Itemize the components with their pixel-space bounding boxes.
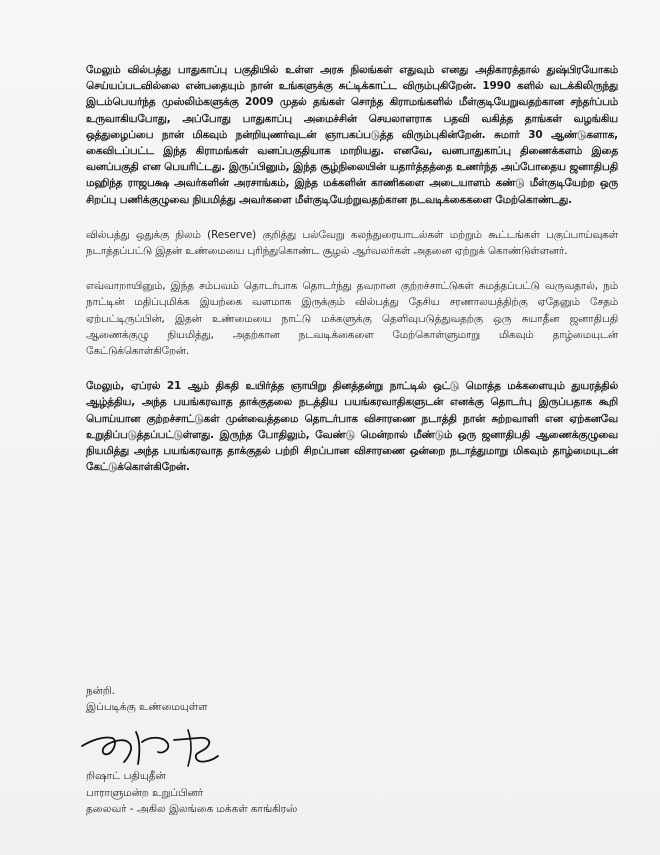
paragraph-easter-attack: மேலும், ஏப்ரல் 21 ஆம் திகதி உயிர்த்த ஞாயிறு தினத்தன்று நாட்டில் ஒட்டு மொத்த மக்களையும் துயரத்தில் ஆழ்த்திய, அந்த பயங்கரவாத தாக்குதலை நடத்திய பயங்கரவாதிகளுடன் எனக்கு தொடர்பு இருப்பதாக கூறி பொய்யான குற்றச்சாட்டுகள் முன்வைத்தமை தொடர்பாக விசாரணை நடாத்தி நான் சுற்றவாளி என ஏற்கனவே உறுதிப்படுத்தப்பட்டுள்ளது. இருந்த போதிலும், வேண்டு மென்றால் மீண்டும் ஒரு ஜனாதிபதி ஆணைக்குழுவை நியமித்து அந்த பயங்கரவாத தாக்குதல் பற்றி சிறப்பான விசாரணை ஒன்றை நடாத்துமாறு மிகவும் தாழ்மையுடன் கேட்டுக்கொள்கிறேன்.: [86, 380, 618, 474]
paragraph-reserve-discussions: வில்பத்து ஒதுக்கு நிலம் (Reserve) குறித்து பல்வேறு கலந்துரையாடல்கள் மற்றும் கூட்டங்கள் பகுப்பாய்வுகள் நடாத்தப்பட்டு இதன் உண்மையை புரிந்துகொண்ட சூழல் ஆர்வலர்கள் அதனை ஏற்றுக் கொண்டுள்ளனர்.: [86, 228, 618, 258]
signer-block: [86, 768, 297, 818]
letter-body: [86, 62, 618, 494]
handwritten-signature: [78, 722, 238, 768]
paragraph-commission-request: எவ்வாறாயினும், இந்த சம்பவம் தொடர்பாக தொடர்ந்து தவறான குற்றச்சாட்டுகள் சுமத்தப்பட்டு வருவதால், நம் நாட்டின் மதிப்புமிக்க இயற்கை வளமாக இருக்கும் வில்பத்து தேசிய சரணாலயத்திற்கு ஏதேனும் சேதம் ஏற்பட்டிருப்பின், இதன் உண்மையை நாட்டு மக்களுக்கு தெளிவுபடுத்துவதற்கு ஒரு சுயாதீன ஜனாதிபதி ஆணைக்குழு நியமித்து, அதற்கான நடவடிக்கைளை மேற்கொள்ளுமாறு மிகவும் தாழ்மையுடன் கேட்டுக்கொள்கிறேன்.: [86, 280, 618, 358]
closing-thanks: நன்றி.: [86, 685, 115, 697]
paragraph-wilpattu-land: மேலும் வில்பத்து பாதுகாப்பு பகுதியில் உள்ள அரசு நிலங்கள் எதுவும் எனது அதிகாரத்தால் துஷ்பிரயோகம் செய்யப்படவில்லை என்பதையும் நான் உங்களுக்கு சுட்டிக்காட்ட விரும்புகிறேன். 1990 களில் வடக்கிலிருந்து இடம்பெயர்ந்த முஸ்லிம்களுக்கு 2009 முதல் தங்கள் சொந்த கிராமங்களில் மீள்குடியேறுவதற்கான சந்தர்ப்பம் உருவாகியபோது, அப்போது பாதுகாப்பு அமைச்சின் செயலாளராக பதவி வகித்த தாங்கள் வழங்கிய ஒத்துழைப்பை நான் மிகவும் நன்றியுணர்வுடன் ஞாபகப்படுத்த விரும்புகின்றேன். சுமார் 30 ஆண்டுகளாக, கைவிடப்பட்ட இந்த கிராமங்கள் வனப்பகுதியாக மாறியது. எனவே, வனபாதுகாப்பு திணைக்களம் இதை வனப்பகுதி என பெயரிட்டது. இருப்பினும், இந்த சூழ்நிலையின் யதார்த்தத்தை உணர்ந்த அப்போதைய ஜனாதிபதி மஹிந்த ராஜபக்ஷ அவர்களின் அரசாங்கம், இந்த மக்களின் காணிகளை அடையாளம் கண்டு மீள்குடியேற்ற ஒரு சிறப்பு பணிக்குழுவை நியமித்து அவர்களை மீள்குடியேற்றுவதற்கான நடவடிக்கைகளை மேற்கொண்டது.: [86, 64, 618, 206]
signer-title: தலைவர் - அகில இலங்கை மக்கள் காங்கிரஸ்: [86, 803, 298, 815]
signer-name: றிஷாட் பதியுதீன்: [86, 770, 166, 782]
signer-role: பாராளுமன்ற உறுப்பினர்: [86, 786, 204, 799]
closing-sign-off: இப்படிக்கு உண்மையுள்ள: [86, 701, 208, 713]
closing-block: [86, 683, 207, 715]
